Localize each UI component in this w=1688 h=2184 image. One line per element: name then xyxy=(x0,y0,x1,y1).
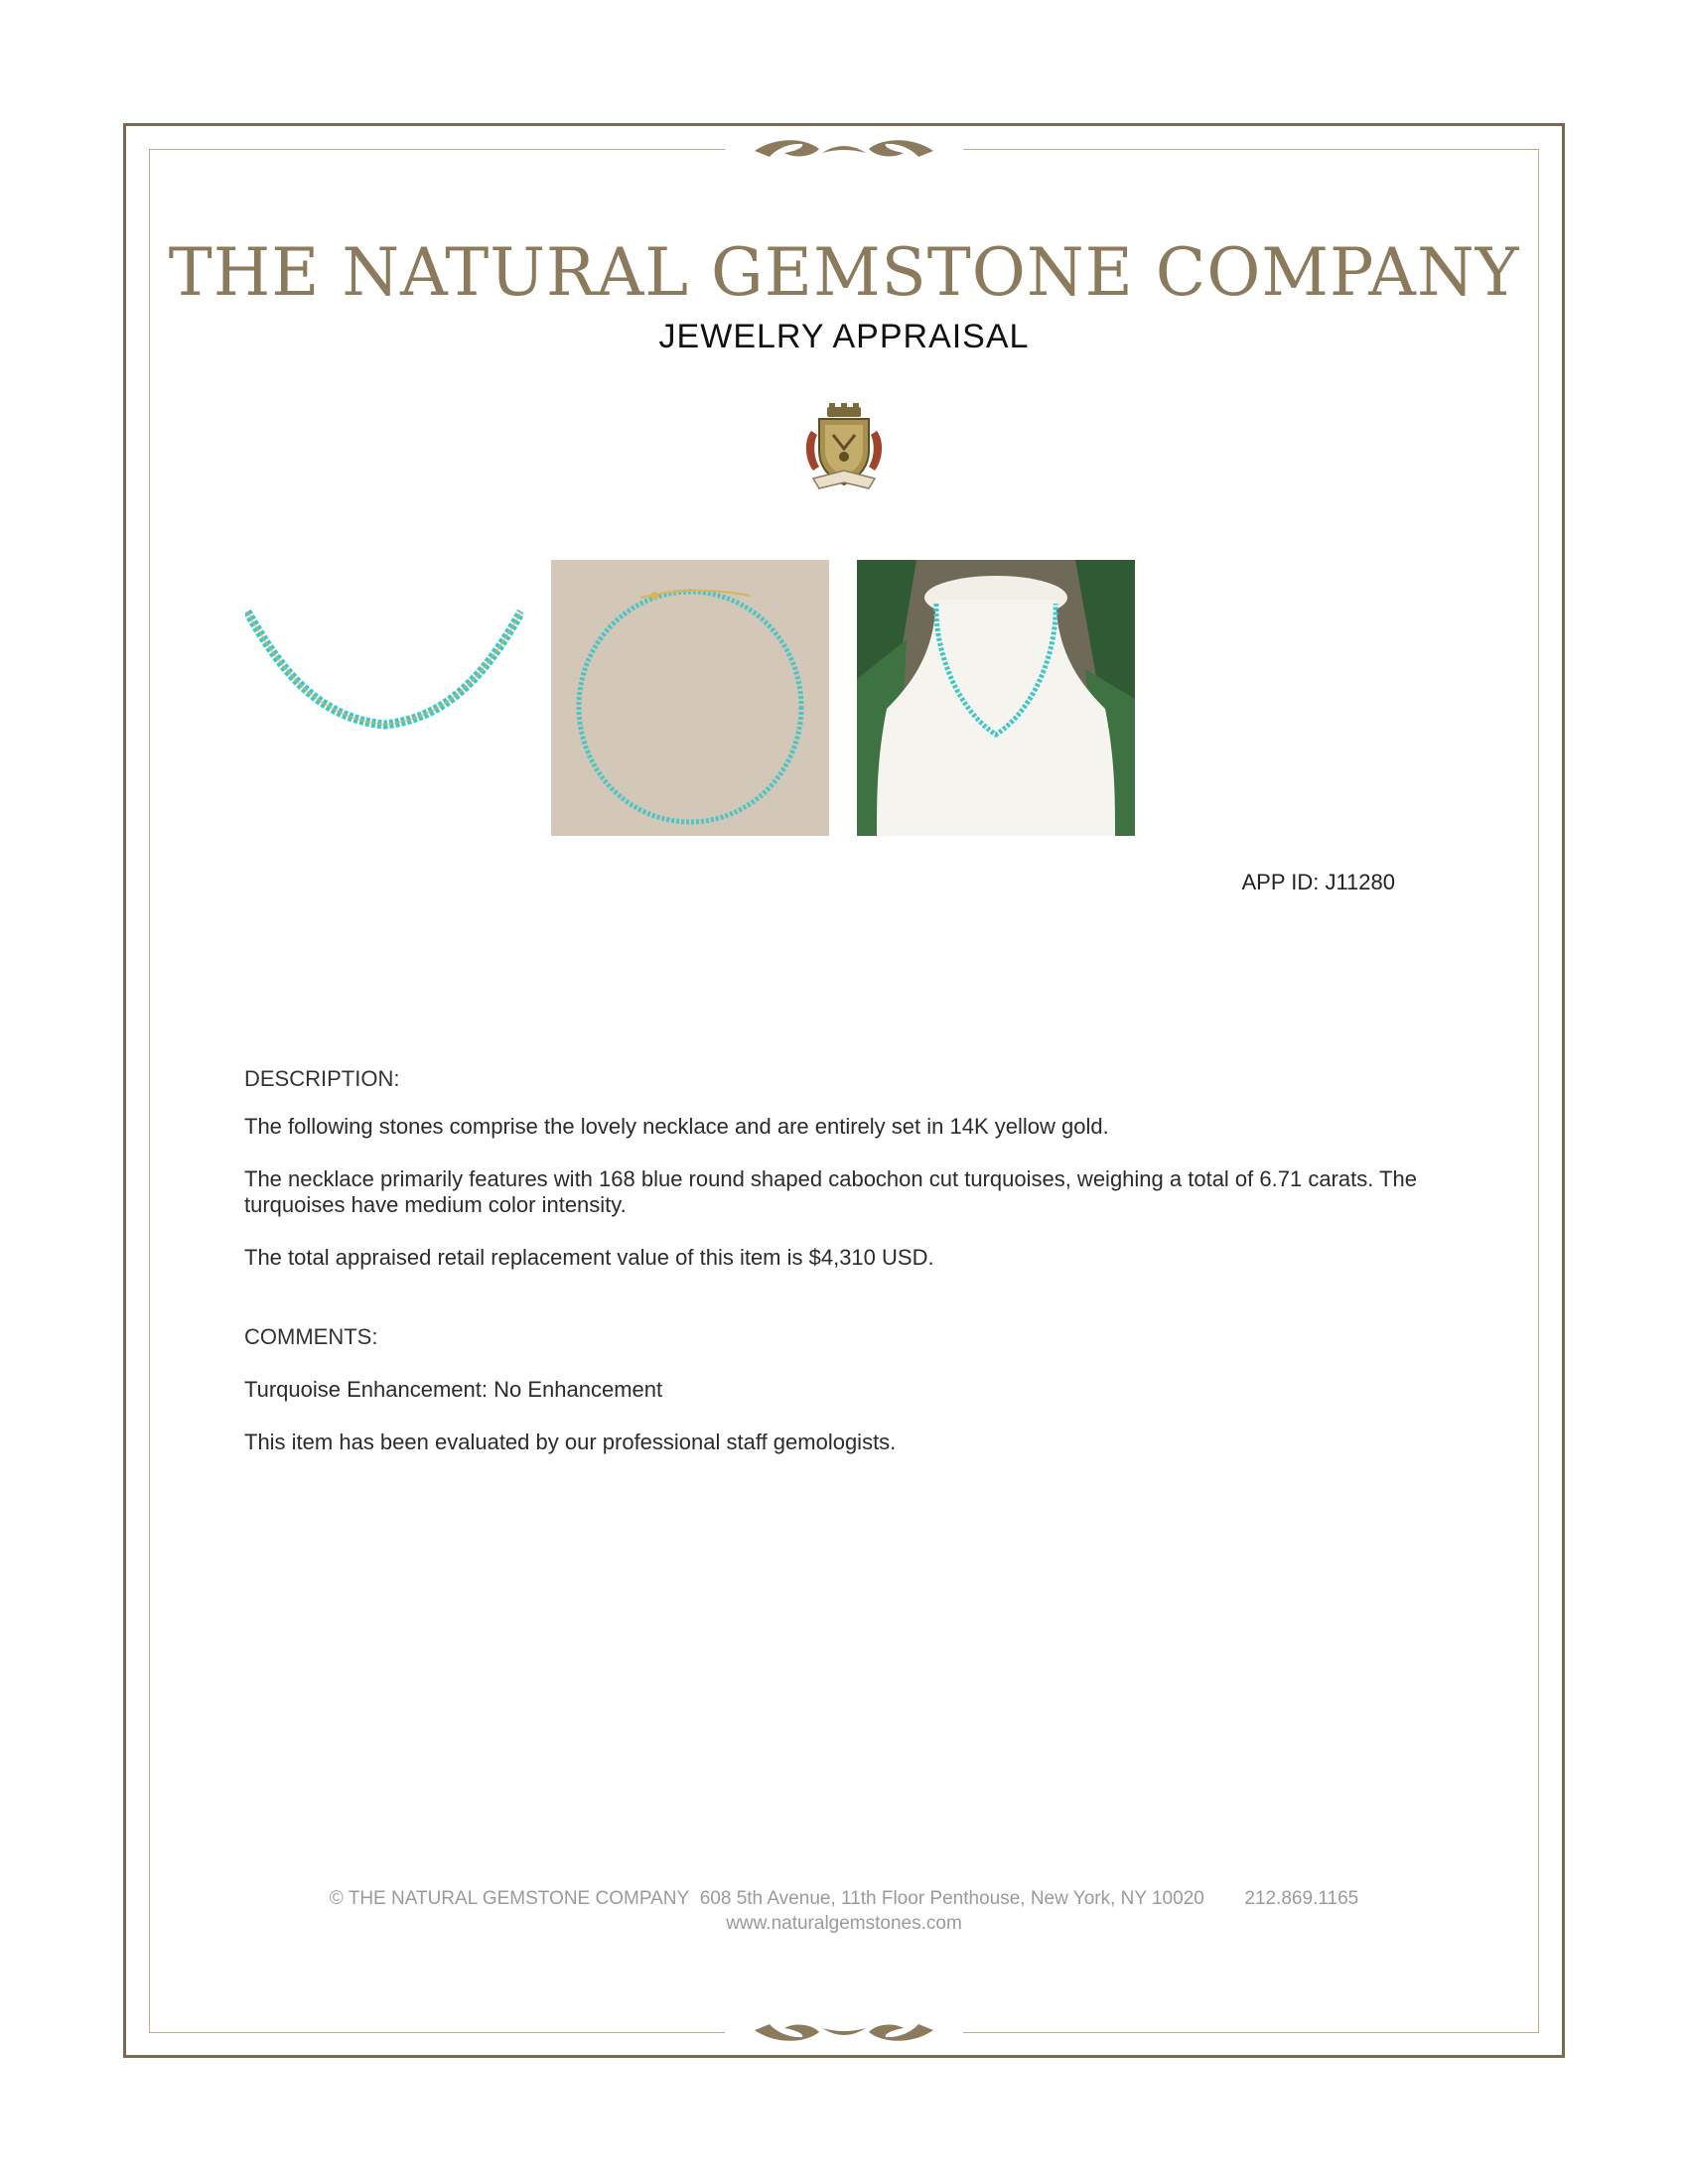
bottom-flourish-icon xyxy=(725,2012,963,2052)
footer-website[interactable]: www.naturalgemstones.com xyxy=(726,1913,962,1934)
top-flourish-icon xyxy=(725,129,963,169)
description-paragraph: The following stones comprise the lovely necklace and are entirely set in 14K yellow gold. xyxy=(244,1114,1109,1139)
blank-photo-slot xyxy=(1163,560,1441,836)
company-name: THE NATURAL GEMSTONE COMPANY xyxy=(168,234,1520,311)
app-id-value: J11280 xyxy=(1325,870,1395,894)
comment-paragraph: This item has been evaluated by our professional staff gemologists. xyxy=(244,1430,897,1454)
necklace-photo-bust xyxy=(857,560,1135,836)
footer-copyright: © THE NATURAL GEMSTONE COMPANY xyxy=(329,1888,690,1909)
comment-paragraph: Turquoise Enhancement: No Enhancement xyxy=(244,1377,663,1402)
app-id xyxy=(1142,870,1395,895)
document-title: JEWELRY APPRAISAL xyxy=(658,318,1030,355)
necklace-photo-white xyxy=(245,560,523,836)
app-id-label: APP ID: xyxy=(1241,870,1320,894)
footer-address: 608 5th Avenue, 11th Floor Penthouse, New York, NY 10020 xyxy=(699,1888,1204,1909)
necklace-photo-linen xyxy=(551,560,829,836)
footer-phone: 212.869.1165 xyxy=(1244,1888,1359,1909)
comments-heading: COMMENTS: xyxy=(244,1324,378,1349)
description-paragraph: The total appraised retail replacement value of this item is $4,310 USD. xyxy=(244,1245,934,1270)
heraldic-crest-icon xyxy=(799,401,889,496)
description-paragraph: The necklace primarily features with 168 blue round shaped cabochon cut turquoises, weighing a total of 6.71 carats. The turquoises have medium color intensity. xyxy=(244,1166,1417,1217)
footer-address-line xyxy=(0,1888,1688,1910)
description-heading: DESCRIPTION: xyxy=(244,1066,400,1091)
